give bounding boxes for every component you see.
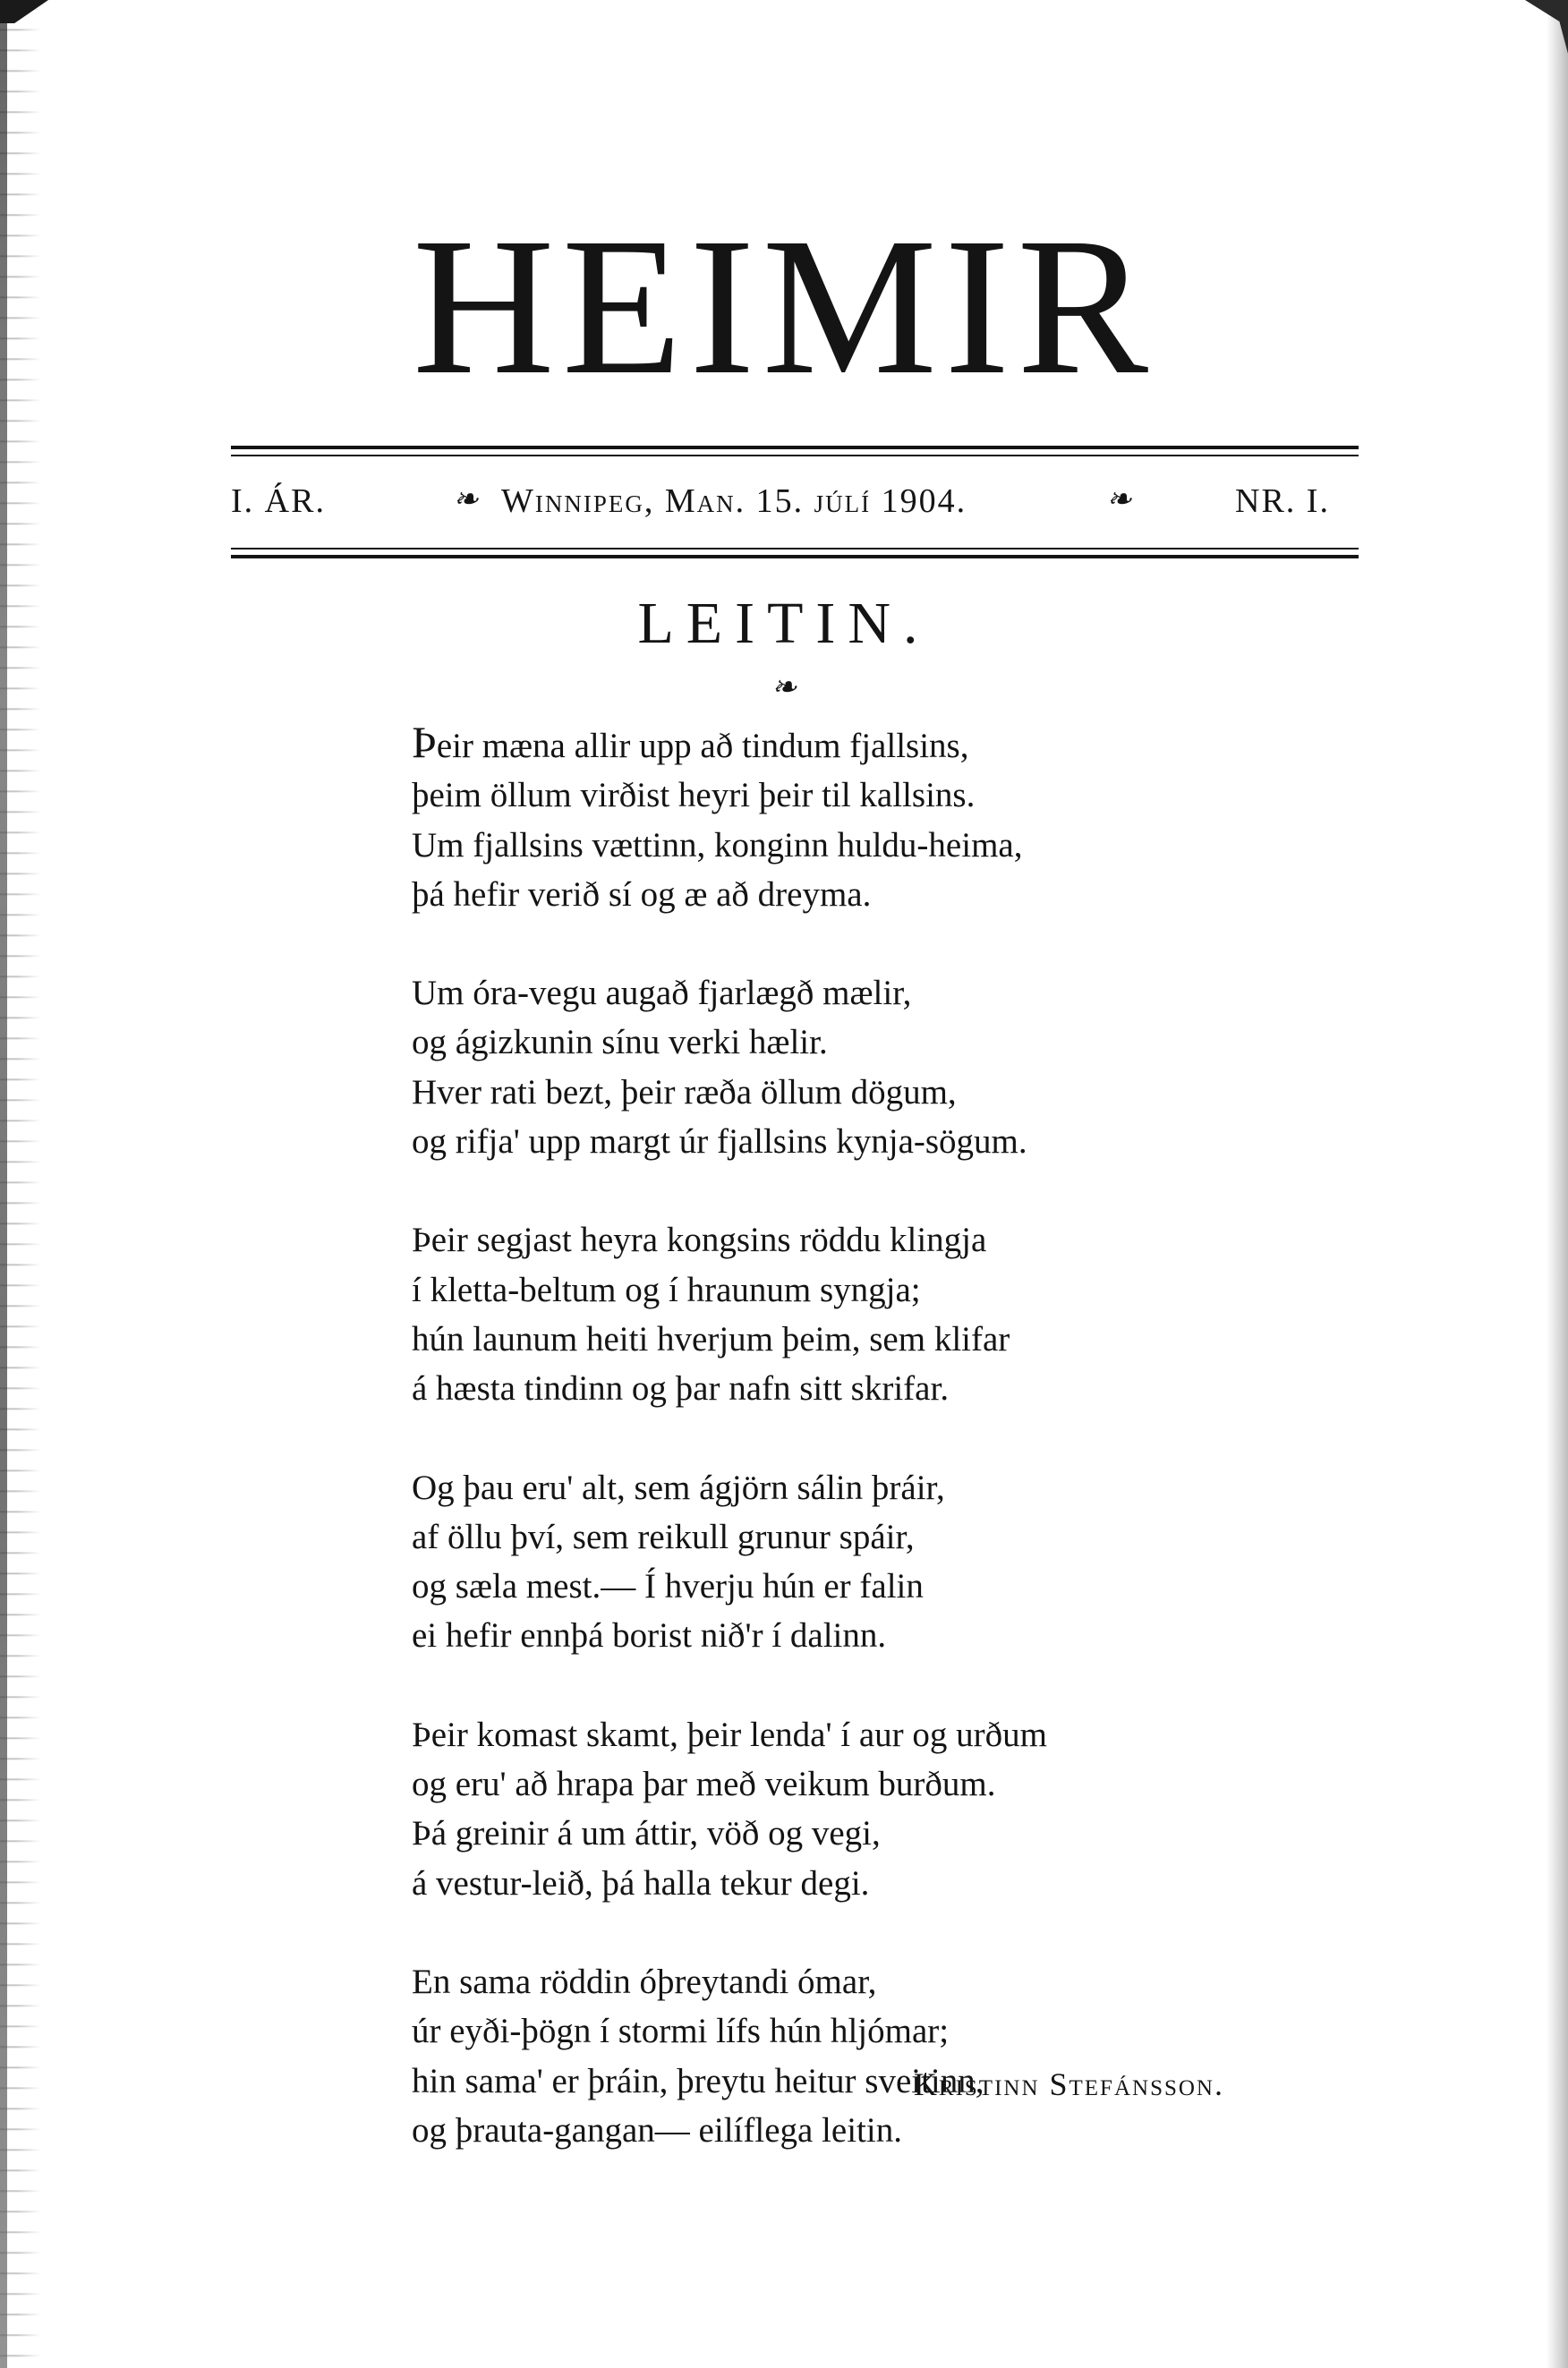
stanza bbox=[412, 1957, 1351, 2155]
poem-title: LEITIN. bbox=[637, 591, 931, 656]
leaf-ornament-icon: ❧ bbox=[771, 671, 797, 704]
issue-volume: I. ÁR. bbox=[231, 482, 326, 520]
poem-body bbox=[412, 718, 1351, 2204]
poem-line: Um fjallsins vættinn, konginn huldu-heima, bbox=[412, 825, 1023, 865]
stanza bbox=[412, 1710, 1351, 1908]
stanza bbox=[412, 718, 1351, 919]
leaf-ornament-icon: ❧ bbox=[453, 483, 481, 516]
poem-line: á vestur-leið, þá halla tekur degi. bbox=[412, 1863, 870, 1903]
poem-line: Og þau eru' alt, sem ágjörn sálin þráir, bbox=[412, 1468, 945, 1507]
poem-line: í kletta-beltum og í hraunum syngja; bbox=[412, 1270, 921, 1309]
poem-line: Þeir segjast heyra kongsins röddu klingja bbox=[412, 1221, 987, 1260]
poem-line: og ágizkunin sínu verki hælir. bbox=[412, 1023, 828, 1062]
masthead-rule-top-thick bbox=[231, 446, 1359, 449]
leaf-ornament-icon: ❧ bbox=[1106, 483, 1134, 516]
issue-number: NR. I. bbox=[1235, 482, 1330, 520]
stanza bbox=[412, 1463, 1351, 1661]
issue-place-date: Winnipeg, Man. 15. júlí 1904. bbox=[501, 482, 967, 520]
poem-line: og sæla mest.— Í hverju hún er falin bbox=[412, 1567, 924, 1606]
poem-line: á hæsta tindinn og þar nafn sitt skrifar. bbox=[412, 1369, 950, 1409]
poem-line: og rifja' upp margt úr fjallsins kynja-sögum. bbox=[412, 1122, 1027, 1162]
masthead-rule-bottom-thin bbox=[231, 548, 1359, 549]
poem-line: þeim öllum virðist heyri þeir til kallsins. bbox=[412, 776, 976, 815]
poem-line: Um óra-vegu augað fjarlægð mælir, bbox=[412, 974, 912, 1013]
poem-line: ei hefir ennþá borist nið'r í dalinn. bbox=[412, 1616, 887, 1656]
issue-line bbox=[231, 481, 1359, 524]
masthead-title: HEIMIR bbox=[412, 197, 1156, 415]
poem-line: Þeir mæna allir upp að tindum fjallsins, bbox=[412, 717, 969, 767]
poem-line: hin sama' er þráin, þreytu heitur sveitinn, bbox=[412, 2061, 984, 2100]
poem-line: hún launum heiti hverjum þeim, sem klifar bbox=[412, 1319, 1010, 1359]
poem-line: Hver rati bezt, þeir ræða öllum dögum, bbox=[412, 1072, 957, 1112]
poem-line: af öllu því, sem reikull grunur spáir, bbox=[412, 1517, 915, 1556]
poem-line: þá hefir verið sí og æ að dreyma. bbox=[412, 874, 872, 914]
stanza bbox=[412, 1215, 1351, 1413]
poem-line: Þeir komast skamt, þeir lenda' í aur og urðum bbox=[412, 1715, 1047, 1754]
poem-line: og eru' að hrapa þar með veikum burðum. bbox=[412, 1765, 996, 1804]
stanza bbox=[412, 968, 1351, 1166]
poem-line: En sama röddin óþreytandi ómar, bbox=[412, 1962, 877, 2001]
masthead-rule-top-thin bbox=[231, 455, 1359, 456]
masthead-rule-bottom-thick bbox=[231, 555, 1359, 558]
poem-line: Þá greinir á um áttir, vöð og vegi, bbox=[412, 1814, 881, 1853]
poem-line: úr eyði-þögn í stormi lífs hún hljómar; bbox=[412, 2012, 950, 2051]
poem-line: og þrauta-gangan— eilíflega leitin. bbox=[412, 2110, 902, 2150]
poem-author: Kristinn Stefánsson. bbox=[913, 2066, 1224, 2102]
